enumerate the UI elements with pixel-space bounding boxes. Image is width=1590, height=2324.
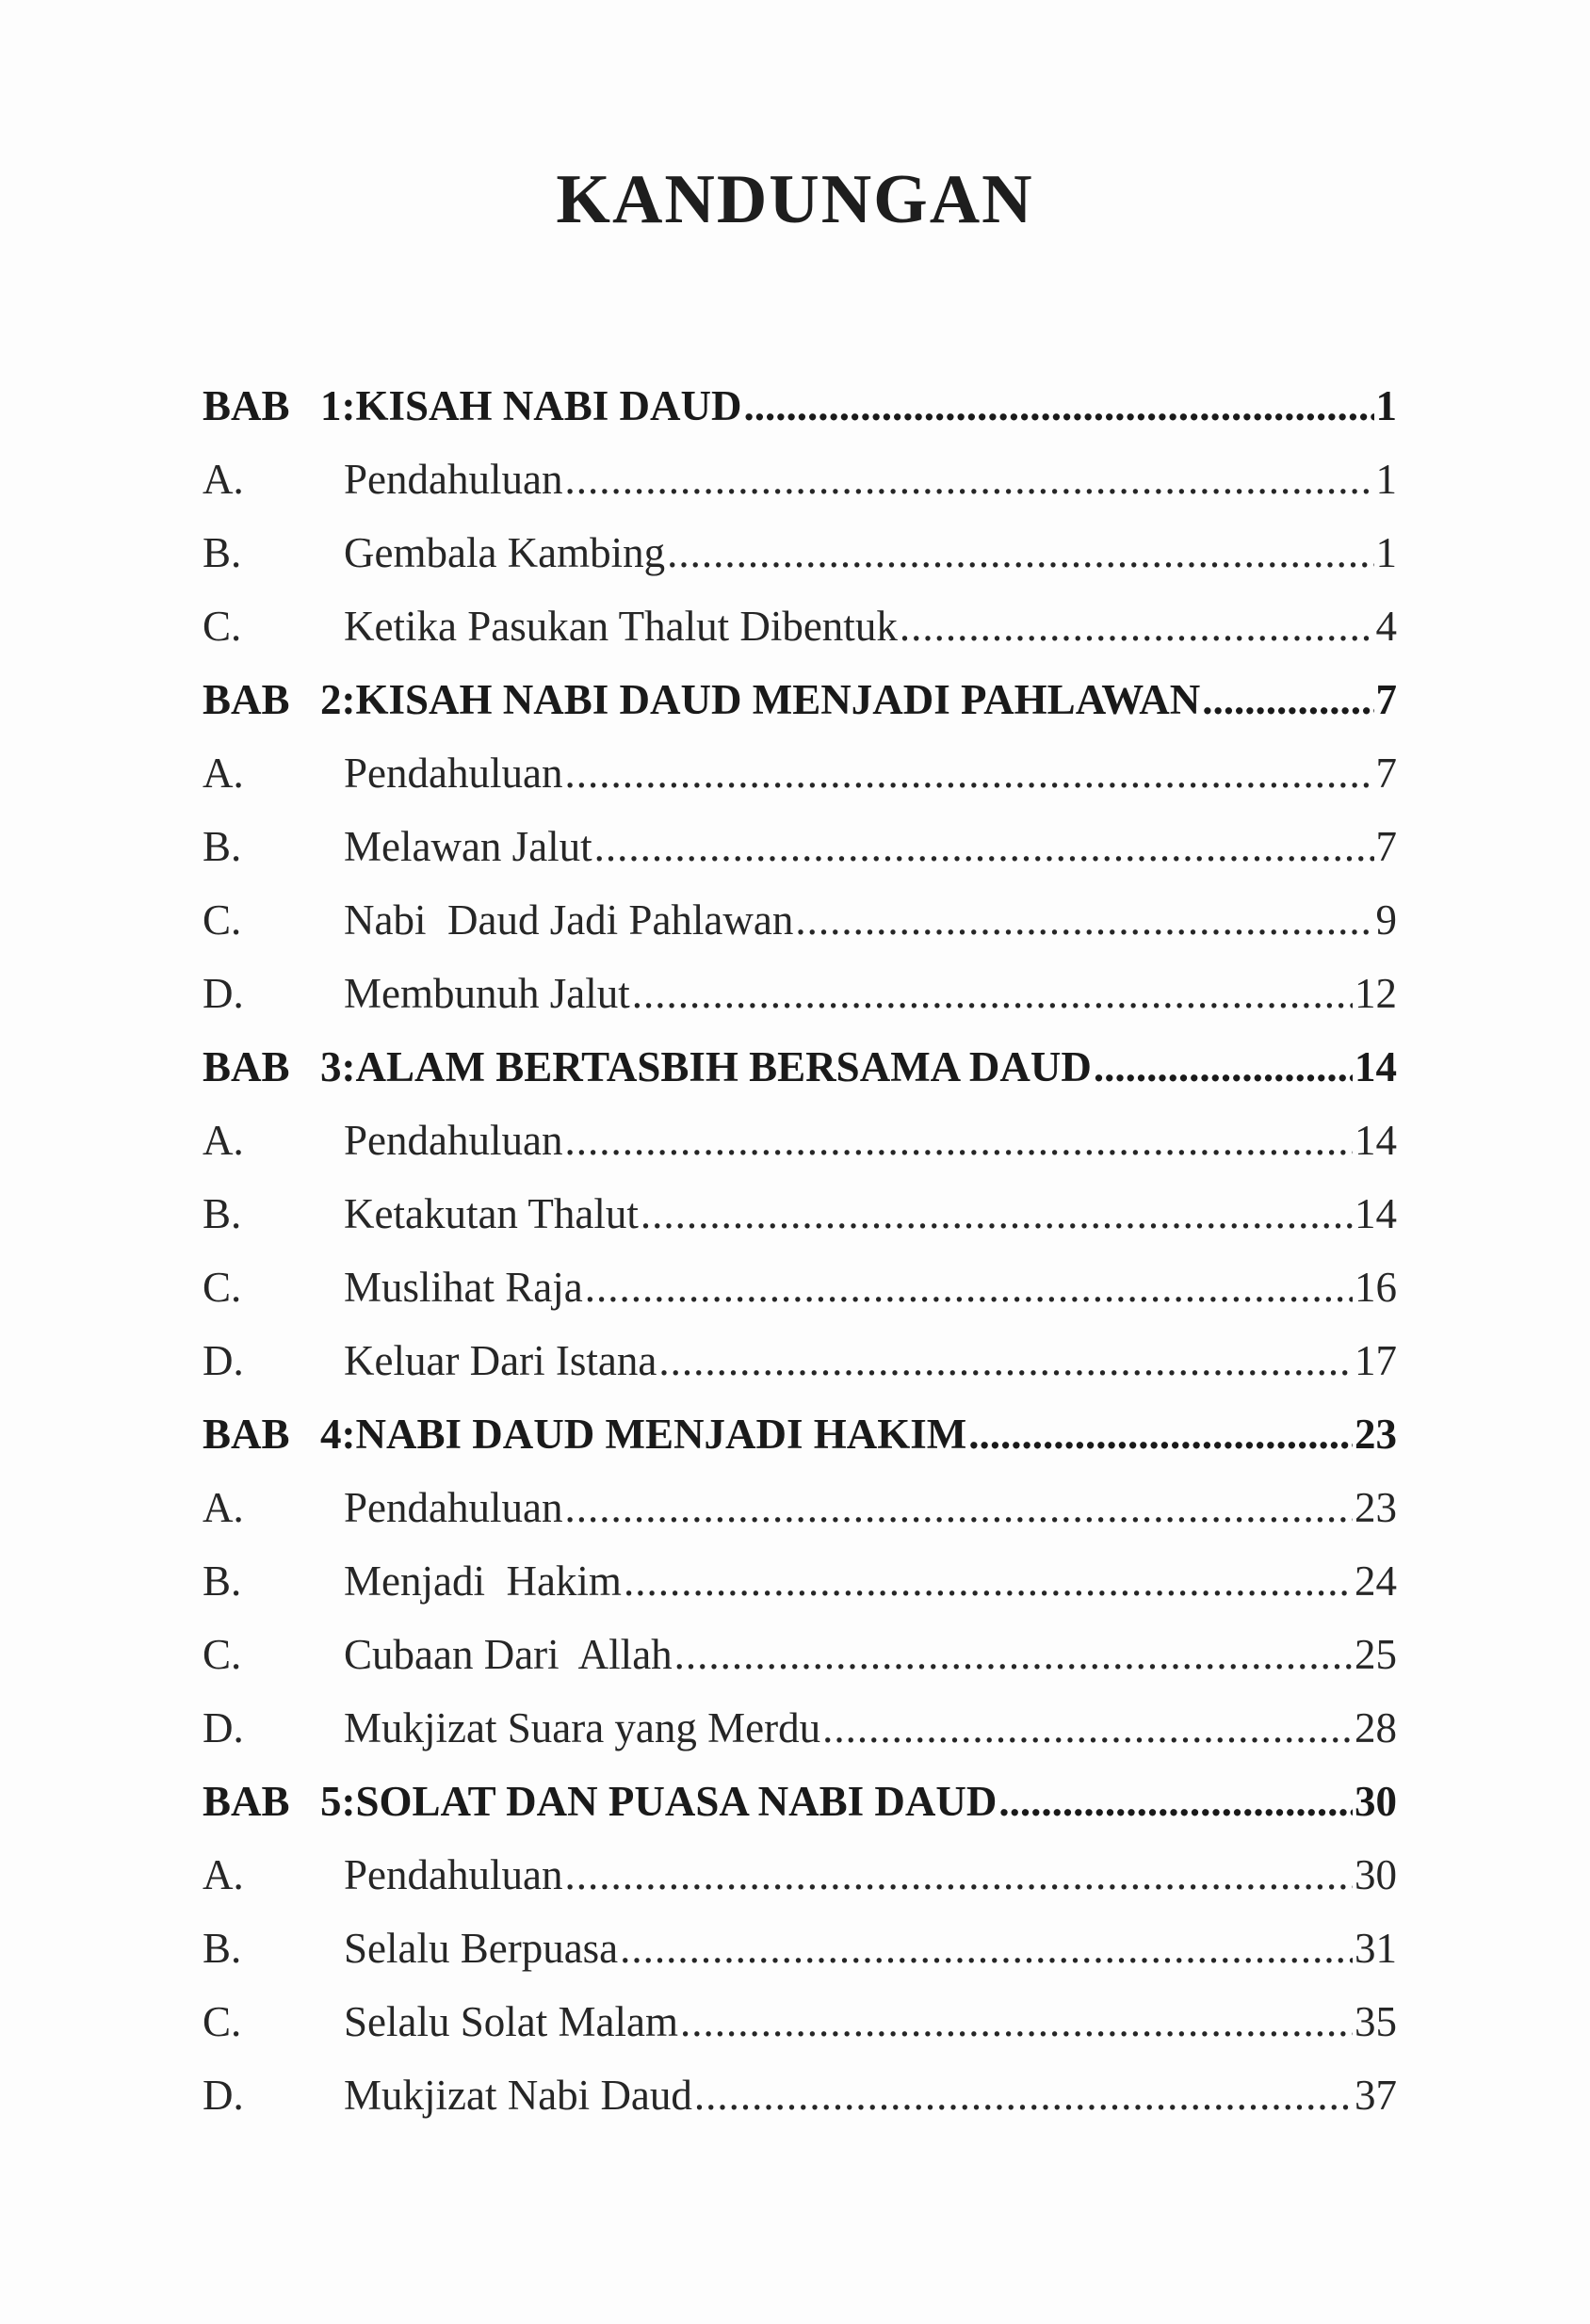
section-letter: A. xyxy=(203,1484,244,1531)
chapter-title: 2:KISAH NABI DAUD MENJADI PAHLAWAN xyxy=(320,676,1201,723)
section-letter: C. xyxy=(203,896,242,944)
chapter-title: 3:ALAM BERTASBIH BERSAMA DAUD xyxy=(320,1043,1092,1090)
toc-section-row xyxy=(203,810,1397,883)
toc-section-row xyxy=(203,883,1397,957)
toc-section-row xyxy=(203,1471,1397,1544)
toc-section-row xyxy=(203,736,1397,810)
chapter-title: 1:KISAH NABI DAUD xyxy=(320,382,742,429)
dot-leader xyxy=(694,2058,1353,2132)
section-title: Mukjizat Nabi Daud xyxy=(344,2072,692,2119)
section-letter: B. xyxy=(203,823,242,870)
chapter-prefix: BAB xyxy=(203,1778,290,1825)
dot-leader xyxy=(585,1251,1353,1324)
toc-section-row xyxy=(203,957,1397,1030)
page-title: KANDUNGAN xyxy=(556,161,1034,238)
toc-section-row xyxy=(203,2058,1397,2132)
toc-chapter-row xyxy=(203,1397,1397,1471)
toc-section-row xyxy=(203,1251,1397,1324)
page-number: 4 xyxy=(1375,603,1397,650)
chapter-prefix: BAB xyxy=(203,1043,290,1090)
toc-section-row xyxy=(203,1544,1397,1618)
page-number: 1 xyxy=(1375,456,1397,503)
section-title: Muslihat Raja xyxy=(344,1264,583,1311)
page-number: 28 xyxy=(1355,1704,1397,1751)
toc-section-row xyxy=(203,1104,1397,1177)
section-letter: A. xyxy=(203,456,244,503)
page-number: 12 xyxy=(1355,970,1397,1017)
section-letter: D. xyxy=(203,970,244,1017)
section-title: Cubaan Dari Allah xyxy=(344,1631,673,1678)
section-letter: C. xyxy=(203,1631,242,1678)
page-number: 14 xyxy=(1355,1190,1397,1237)
dot-leader xyxy=(795,883,1373,957)
section-letter: D. xyxy=(203,1337,244,1384)
page-number: 7 xyxy=(1375,823,1397,870)
page-number: 24 xyxy=(1355,1557,1397,1605)
section-title: Membunuh Jalut xyxy=(344,970,630,1017)
toc-section-row xyxy=(203,1177,1397,1251)
toc-section-row xyxy=(203,1838,1397,1912)
page-number: 14 xyxy=(1355,1043,1397,1090)
toc-section-row xyxy=(203,1912,1397,1985)
dot-leader xyxy=(641,1177,1353,1251)
page-number: 14 xyxy=(1355,1117,1397,1164)
dot-leader xyxy=(680,1985,1353,2058)
page-number: 31 xyxy=(1355,1925,1397,1972)
section-letter: D. xyxy=(203,1704,244,1751)
section-title: Melawan Jalut xyxy=(344,823,592,870)
section-letter: B. xyxy=(203,1925,242,1972)
dot-leader xyxy=(1094,1030,1353,1104)
dot-leader xyxy=(564,1838,1353,1912)
toc-chapter-row xyxy=(203,663,1397,736)
page-number: 23 xyxy=(1355,1411,1397,1458)
page-number: 16 xyxy=(1355,1264,1397,1311)
dot-leader xyxy=(594,810,1374,883)
dot-leader xyxy=(968,1397,1353,1471)
toc-section-row xyxy=(203,443,1397,516)
toc-section-row xyxy=(203,1324,1397,1397)
toc-section-row xyxy=(203,1618,1397,1691)
dot-leader xyxy=(564,736,1373,810)
toc-chapter-row xyxy=(203,1030,1397,1104)
section-title: Pendahuluan xyxy=(344,1117,563,1164)
chapter-title: 4:NABI DAUD MENJADI HAKIM xyxy=(320,1411,967,1458)
page-number: 30 xyxy=(1355,1778,1397,1825)
chapter-prefix: BAB xyxy=(203,1411,290,1458)
dot-leader xyxy=(632,957,1353,1030)
toc-section-row xyxy=(203,516,1397,589)
dot-leader xyxy=(667,516,1373,589)
page-number: 9 xyxy=(1375,896,1397,944)
dot-leader xyxy=(658,1324,1353,1397)
section-letter: C. xyxy=(203,1264,242,1311)
dot-leader xyxy=(744,369,1374,443)
section-letter: A. xyxy=(203,1851,244,1898)
dot-leader xyxy=(998,1765,1353,1838)
dot-leader xyxy=(620,1912,1353,1985)
page-number: 30 xyxy=(1355,1851,1397,1898)
section-title: Menjadi Hakim xyxy=(344,1557,622,1605)
dot-leader xyxy=(564,443,1373,516)
dot-leader xyxy=(900,589,1374,663)
section-title: Gembala Kambing xyxy=(344,529,666,576)
chapter-prefix: BAB xyxy=(203,676,290,723)
section-title: Ketika Pasukan Thalut Dibentuk xyxy=(344,603,898,650)
toc-section-row xyxy=(203,589,1397,663)
dot-leader xyxy=(1202,663,1373,736)
table-of-contents xyxy=(203,369,1397,2132)
page-number: 17 xyxy=(1355,1337,1397,1384)
section-letter: C. xyxy=(203,1998,242,2045)
section-letter: B. xyxy=(203,1190,242,1237)
dot-leader xyxy=(564,1104,1353,1177)
page-number: 7 xyxy=(1375,676,1397,723)
page-number: 25 xyxy=(1355,1631,1397,1678)
page-number: 23 xyxy=(1355,1484,1397,1531)
section-letter: A. xyxy=(203,1117,244,1164)
section-title: Mukjizat Suara yang Merdu xyxy=(344,1704,821,1751)
section-letter: D. xyxy=(203,2072,244,2119)
section-letter: B. xyxy=(203,529,242,576)
page-number: 1 xyxy=(1375,529,1397,576)
page-number: 37 xyxy=(1355,2072,1397,2119)
section-title: Keluar Dari Istana xyxy=(344,1337,657,1384)
section-letter: A. xyxy=(203,750,244,797)
dot-leader xyxy=(822,1691,1353,1765)
section-title: Nabi Daud Jadi Pahlawan xyxy=(344,896,794,944)
section-title: Selalu Solat Malam xyxy=(344,1998,678,2045)
toc-chapter-row xyxy=(203,1765,1397,1838)
page-number: 1 xyxy=(1375,382,1397,429)
chapter-prefix: BAB xyxy=(203,382,290,429)
page-number: 7 xyxy=(1375,750,1397,797)
toc-section-row xyxy=(203,1985,1397,2058)
section-title: Pendahuluan xyxy=(344,1484,563,1531)
toc-section-row xyxy=(203,1691,1397,1765)
section-letter: C. xyxy=(203,603,242,650)
dot-leader xyxy=(674,1618,1353,1691)
chapter-title: 5:SOLAT DAN PUASA NABI DAUD xyxy=(320,1778,998,1825)
section-letter: B. xyxy=(203,1557,242,1605)
section-title: Pendahuluan xyxy=(344,750,563,797)
dot-leader xyxy=(564,1471,1353,1544)
section-title: Pendahuluan xyxy=(344,456,563,503)
toc-chapter-row xyxy=(203,369,1397,443)
page-number: 35 xyxy=(1355,1998,1397,2045)
section-title: Ketakutan Thalut xyxy=(344,1190,639,1237)
section-title: Selalu Berpuasa xyxy=(344,1925,619,1972)
section-title: Pendahuluan xyxy=(344,1851,563,1898)
dot-leader xyxy=(624,1544,1353,1618)
